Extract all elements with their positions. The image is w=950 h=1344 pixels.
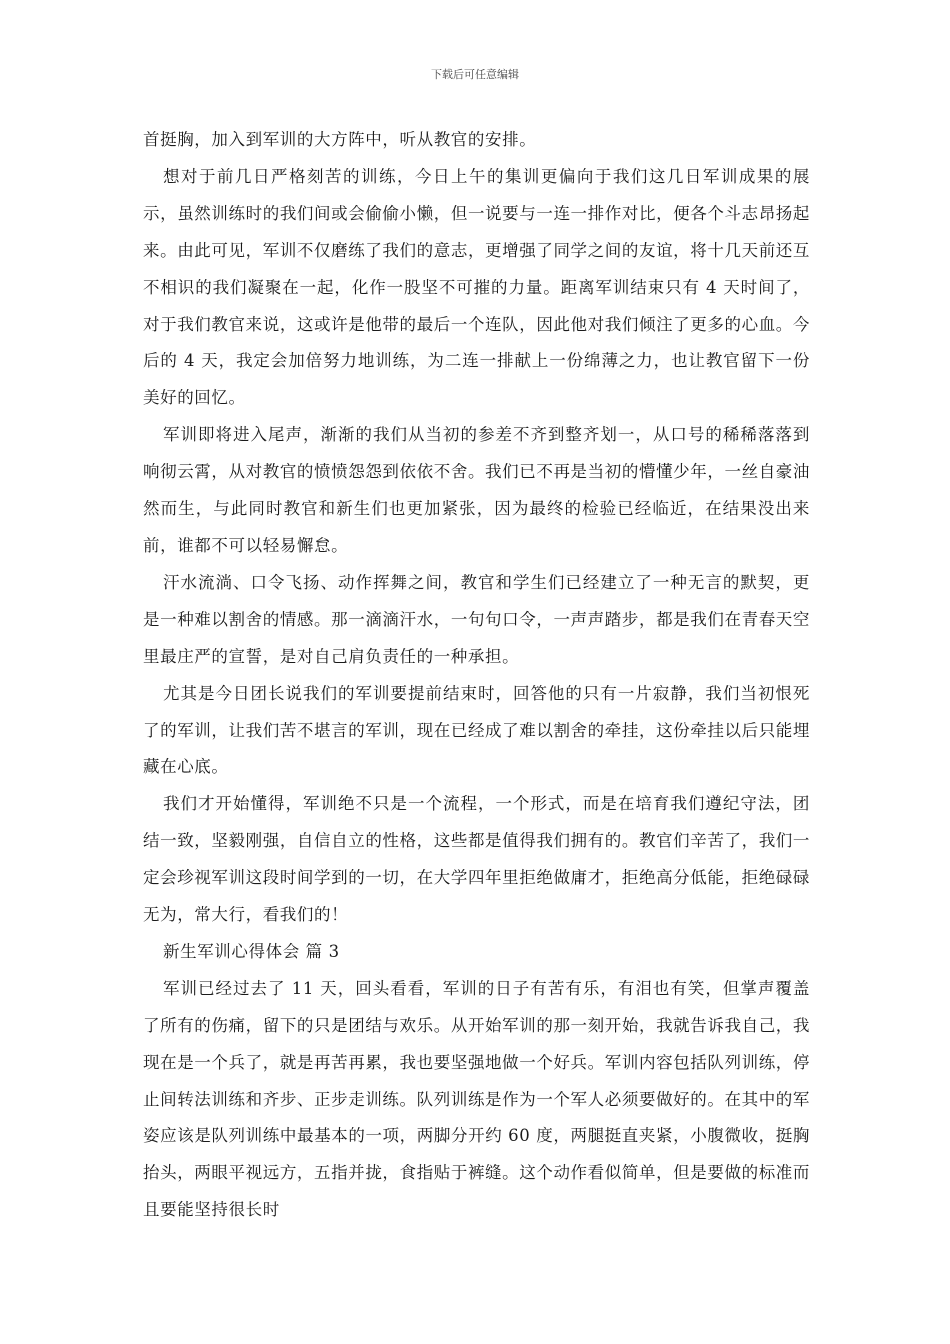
paragraph: 尤其是今日团长说我们的军训要提前结束时，回答他的只有一片寂静，我们当初恨死了的军训，让我们苦不堪言的军训，现在已经成了难以割舍的牵挂，这份牵挂以后只能埋藏在心底。 — [143, 683, 810, 777]
document-body — [143, 122, 810, 1229]
page-header: 下载后可任意编辑 — [431, 68, 519, 81]
paragraph: 想对于前几日严格刻苦的训练，今日上午的集训更偏向于我们这几日军训成果的展示，虽然训练时的我们间或会偷偷小懒，但一说要与一连一排作对比，便各个斗志昂扬起来。由此可见，军训不仅磨练了我们的意志，更增强了同学之间的友谊，将十几天前还互不相识的我们凝聚在一起，化作一股坚不可摧的力量。距离军训结束只有 4 天时间了，对于我们教官来说，这或许是他带的最后一个连队，因此他对我们倾注了更多的心血。今后的 4 天，我定会加倍努力地训练，为二连一排献上一份绵薄之力，也让教官留下一份美好的回忆。 — [143, 166, 810, 408]
section-heading: 新生军训心得体会 篇 3 — [163, 941, 340, 961]
paragraph: 军训已经过去了 11 天，回头看看，军训的日子有苦有乐，有泪也有笑，但掌声覆盖了所有的伤痛，留下的只是团结与欢乐。从开始军训的那一刻开始，我就告诉我自己，我现在是一个兵了，就是再苦再累，我也要坚强地做一个好兵。军训内容包括队列训练，停止间转法训练和齐步、正步走训练。队列训练是作为一个军人必须要做好的。在其中的军姿应该是队列训练中最基本的一项，两脚分开约 60 度，两腿挺直夹紧，小腹微收，挺胸抬头，两眼平视远方，五指并拢，食指贴于裤缝。这个动作看似简单，但是要做的标准而且要能坚持很长时 — [143, 978, 810, 1220]
paragraph: 军训即将进入尾声，渐渐的我们从当初的参差不齐到整齐划一，从口号的稀稀落落到响彻云霄，从对教官的愤愤怨怨到依依不舍。我们已不再是当初的懵懂少年，一丝自豪油然而生，与此同时教官和新生们也更加紧张，因为最终的检验已经临近，在结果没出来前，谁都不可以轻易懈怠。 — [143, 425, 810, 555]
paragraph: 汗水流淌、口令飞扬、动作挥舞之间，教官和学生们已经建立了一种无言的默契，更是一种难以割舍的情感。那一滴滴汗水，一句句口令，一声声踏步，都是我们在青春天空里最庄严的宣誓，是对自己肩负责任的一种承担。 — [143, 572, 810, 666]
paragraph: 首挺胸，加入到军训的大方阵中，听从教官的安排。 — [143, 130, 537, 149]
paragraph: 我们才开始懂得，军训绝不只是一个流程，一个形式，而是在培育我们遵纪守法，团结一致，坚毅刚强，自信自立的性格，这些都是值得我们拥有的。教官们辛苦了，我们一定会珍视军训这段时间学到的一切，在大学四年里拒绝做庸才，拒绝高分低能，拒绝碌碌无为，常大行，看我们的！ — [143, 794, 810, 925]
